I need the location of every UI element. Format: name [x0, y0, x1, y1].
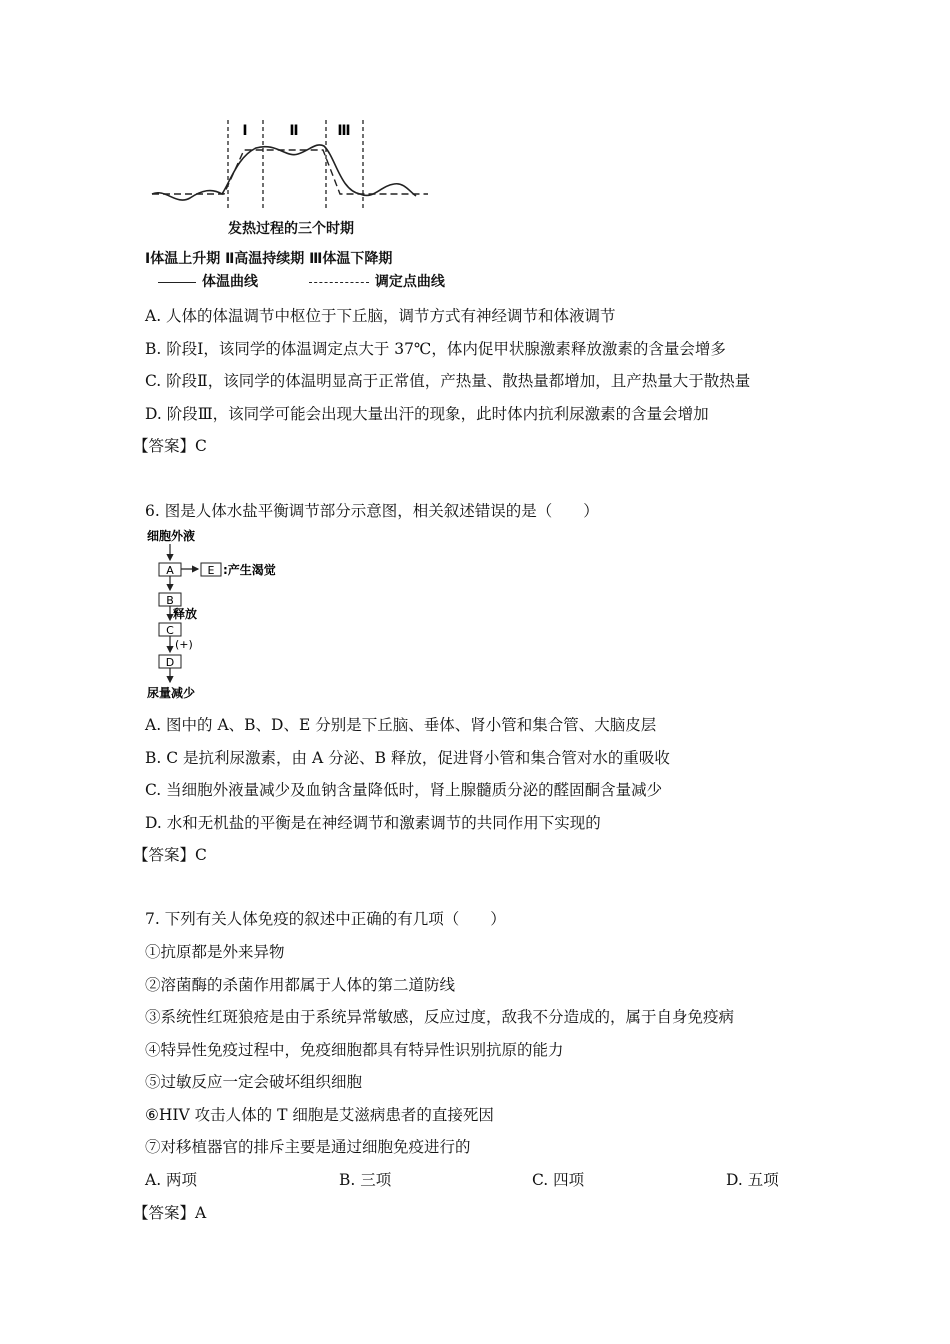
curve-legend — [158, 271, 445, 291]
q5-option-b: B. 阶段Ⅰ，该同学的体温调定点大于 37℃，体内促甲状腺激素释放激素的含量会增多 — [145, 340, 726, 358]
diagram-bottom-label: 尿量减少 — [147, 686, 196, 700]
q5-option-a: A. 人体的体温调节中枢位于下丘脑，调节方式有神经调节和体液调节 — [145, 307, 616, 325]
box-c-label: C — [166, 624, 174, 637]
phase-label-2: Ⅱ — [289, 123, 299, 139]
q6-question: 6. 图是人体水盐平衡调节部分示意图，相关叙述错误的是（ ） — [145, 502, 599, 520]
plus-label: (+) — [175, 638, 193, 651]
q7-question: 7. 下列有关人体免疫的叙述中正确的有几项（ ） — [145, 910, 506, 928]
q7-item-7: ⑦对移植器官的排斥主要是通过细胞免疫进行的 — [145, 1138, 471, 1156]
body-temperature-curve — [152, 145, 416, 200]
q5-option-c: C. 阶段Ⅱ，该同学的体温明显高于正常值，产热量、散热量都增加，且产热量大于散热量 — [145, 372, 751, 390]
legend-dashed-label: 调定点曲线 — [374, 274, 445, 290]
legend-dashed-line — [309, 282, 369, 283]
q7-option-d: D. 五项 — [726, 1171, 779, 1189]
q5-answer: 【答案】C — [133, 437, 207, 455]
legend-solid-line — [158, 282, 196, 283]
q6-answer: 【答案】C — [133, 846, 207, 864]
box-d-label: D — [165, 656, 175, 669]
q7-option-b: B. 三项 — [339, 1171, 392, 1189]
q7-item-2: ②溶菌酶的杀菌作用都属于人体的第二道防线 — [145, 976, 456, 994]
set-point-curve — [152, 150, 428, 194]
water-salt-diagram — [145, 526, 305, 701]
box-b-label: B — [166, 594, 174, 607]
box-a-label: A — [166, 564, 174, 577]
q7-option-c: C. 四项 — [532, 1171, 585, 1189]
box-e-label: E — [207, 564, 215, 577]
q5-option-d: D. 阶段Ⅲ，该同学可能会出现大量出汗的现象，此时体内抗利尿激素的含量会增加 — [145, 405, 709, 423]
figure-caption: 发热过程的三个时期 — [228, 221, 354, 237]
q7-answer: 【答案】A — [133, 1204, 207, 1222]
q7-item-6: ⑥HIV 攻击人体的 T 细胞是艾滋病患者的直接死因 — [145, 1106, 494, 1124]
q7-option-a: A. 两项 — [145, 1171, 198, 1189]
q7-item-1: ①抗原都是外来异物 — [145, 943, 285, 961]
thirst-label: :产生渴觉 — [223, 563, 276, 577]
phase-label-3: Ⅲ — [337, 123, 351, 139]
diagram-top-label: 细胞外液 — [147, 529, 196, 543]
q6-option-a: A. 图中的 A、B、D、E 分别是下丘脑、垂体、肾小管和集合管、大脑皮层 — [145, 716, 657, 734]
phase-legend: Ⅰ体温上升期 Ⅱ高温持续期 Ⅲ体温下降期 — [145, 251, 393, 267]
q6-option-b: B. C 是抗利尿激素，由 A 分泌、B 释放，促进肾小管和集合管对水的重吸收 — [145, 749, 670, 767]
phase-label-1: Ⅰ — [242, 123, 248, 139]
q6-option-d: D. 水和无机盐的平衡是在神经调节和激素调节的共同作用下实现的 — [145, 814, 601, 832]
legend-solid-label: 体温曲线 — [202, 274, 258, 290]
q6-option-c: C. 当细胞外液量减少及血钠含量降低时，肾上腺髓质分泌的醛固酮含量减少 — [145, 781, 663, 799]
release-label: 释放 — [173, 607, 198, 621]
q7-item-4: ④特异性免疫过程中，免疫细胞都具有特异性识别抗原的能力 — [145, 1041, 564, 1059]
q7-item-3: ③系统性红斑狼疮是由于系统异常敏感，反应过度，敌我不分造成的，属于自身免疫病 — [145, 1008, 735, 1026]
q7-item-5: ⑤过敏反应一定会破坏组织细胞 — [145, 1073, 363, 1091]
